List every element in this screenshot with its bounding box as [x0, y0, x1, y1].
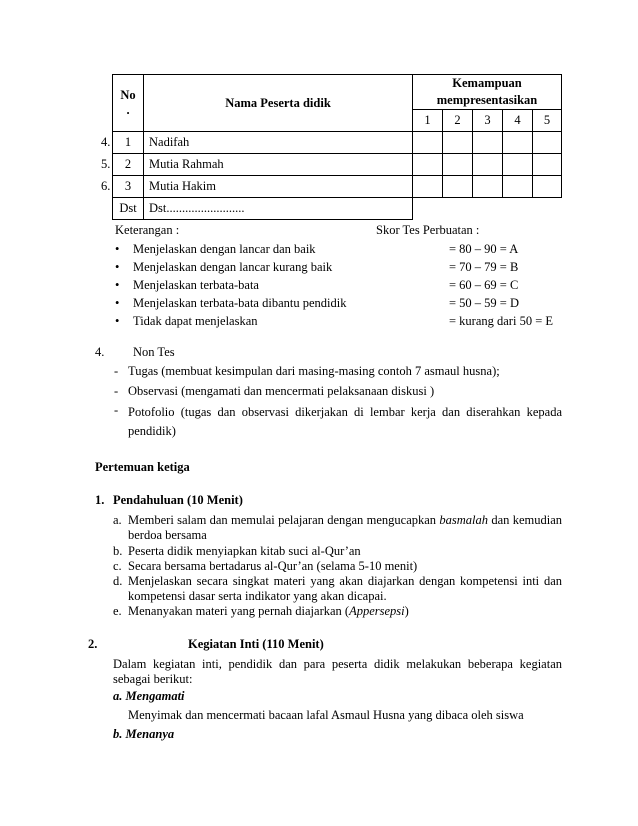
keterangan-score: = 80 – 90 = A [449, 242, 519, 256]
score-cell [533, 176, 562, 198]
item-italic: basmalah [439, 513, 488, 527]
row-name: Dst......................... [144, 198, 413, 220]
pendahuluan-number: 1. [95, 493, 105, 507]
item-text: Menanyakan materi yang pernah diajarkan ( [128, 604, 350, 618]
table-row [113, 198, 562, 220]
score-col-5: 5 [533, 110, 562, 132]
pendahuluan-item-b: Peserta didik menyiapkan kitab suci al-Qur’an [128, 544, 361, 558]
pendahuluan-item-a [128, 513, 562, 543]
inti-title: Kegiatan Inti (110 Menit) [188, 637, 324, 651]
score-cell [473, 154, 503, 176]
dash-icon: - [114, 364, 119, 378]
keterangan-item: • Menjelaskan terbata-bata dibantu pendidik [133, 296, 346, 311]
item-italic: Appersepsi [349, 604, 405, 618]
header-skill-line2: mempresentasikan [436, 93, 538, 107]
item-text: dan kemudian berdoa bersama [128, 513, 562, 542]
row-name: Mutia Rahmah [144, 154, 413, 176]
score-cell [443, 132, 473, 154]
row-name: Mutia Hakim [144, 176, 413, 198]
item-letter: d. [113, 574, 123, 588]
inti-intro: Dalam kegiatan inti, pendidik dan para peserta didik melakukan beberapa kegiatan sebagai berikut: [113, 657, 562, 686]
header-no-cell [113, 75, 144, 132]
keterangan-item: • Menjelaskan dengan lancar kurang baik [133, 260, 332, 275]
inti-number: 2. [88, 637, 98, 651]
score-cell [473, 132, 503, 154]
row-no: 2 [113, 154, 144, 176]
item-letter: c. [113, 559, 122, 573]
dash-icon: - [114, 384, 119, 398]
row-prefix: 5. [101, 157, 111, 171]
score-cell [413, 154, 443, 176]
item-letter: b. [113, 544, 123, 558]
header-name: Nama Peserta didik [144, 75, 413, 132]
score-cell [413, 176, 443, 198]
keterangan-score: = kurang dari 50 = E [449, 314, 554, 328]
dash-icon: - [114, 403, 119, 417]
keterangan-item: • Menjelaskan terbata-bata [133, 278, 259, 293]
assessment-table [112, 74, 562, 220]
nontes-item: Tugas (membuat kesimpulan dari masing-masing contoh 7 asmaul husna); [128, 364, 500, 378]
pertemuan-title: Pertemuan ketiga [95, 460, 190, 474]
keterangan-item: • Menjelaskan dengan lancar dan baik [133, 242, 316, 257]
keterangan-score: = 50 – 59 = D [449, 296, 520, 310]
menanya-title: b. Menanya [113, 727, 175, 741]
header-skill-line1: Kemampuan [452, 76, 522, 90]
score-cell [443, 176, 473, 198]
score-col-1: 1 [413, 110, 443, 132]
row-no: 3 [113, 176, 144, 198]
mengamati-text: Menyimak dan mencermati bacaan lafal Asmaul Husna yang dibaca oleh siswa [128, 708, 524, 722]
keterangan-score: = 60 – 69 = C [449, 278, 519, 292]
nontes-item: Observasi (mengamati dan mencermati pelaksanaan diskusi ) [128, 384, 435, 398]
score-cell [503, 132, 533, 154]
nontes-number: 4. [95, 345, 105, 359]
pendahuluan-item-d: Menjelaskan secara singkat materi yang akan diajarkan dengan kompetensi inti dan kompetensi dasar serta indikator yang akan dicapai. [128, 574, 562, 603]
score-col-2: 2 [443, 110, 473, 132]
header-no-dot: . [126, 103, 130, 117]
score-cell [443, 154, 473, 176]
item-text: Memberi salam dan memulai pelajaran dengan mengucapkan [128, 513, 440, 527]
score-col-4: 4 [503, 110, 533, 132]
mengamati-title: a. Mengamati [113, 689, 185, 703]
keterangan-label: Keterangan : [115, 223, 180, 237]
score-cell [533, 154, 562, 176]
nontes-item: Potofolio (tugas dan observasi dikerjakan di lembar kerja dan diserahkan kepada pendidik) [128, 405, 562, 438]
score-col-3: 3 [473, 110, 503, 132]
table-row [113, 154, 562, 176]
pendahuluan-item-e [128, 604, 409, 619]
row-no: Dst [113, 198, 144, 220]
item-letter: e. [113, 604, 122, 618]
table-row [113, 176, 562, 198]
row-name: Nadifah [144, 132, 413, 154]
row-prefix: 4. [101, 135, 111, 149]
item-text: ) [404, 604, 409, 618]
skor-label: Skor Tes Perbuatan : [376, 223, 480, 237]
nontes-title: Non Tes [133, 345, 175, 359]
pendahuluan-title: Pendahuluan (10 Menit) [113, 493, 243, 507]
score-cell [503, 176, 533, 198]
header-no: No [120, 88, 136, 102]
row-no: 1 [113, 132, 144, 154]
row-prefix: 6. [101, 179, 111, 193]
score-cell [413, 132, 443, 154]
score-cell [533, 132, 562, 154]
header-skill [413, 75, 562, 110]
item-letter: a. [113, 513, 122, 527]
score-cell [503, 154, 533, 176]
keterangan-score: = 70 – 79 = B [449, 260, 519, 274]
keterangan-item: • Tidak dapat menjelaskan [133, 314, 258, 329]
pendahuluan-item-c: Secara bersama bertadarus al-Qur’an (selama 5-10 menit) [128, 559, 418, 573]
score-cell [473, 176, 503, 198]
table-row [113, 132, 562, 154]
